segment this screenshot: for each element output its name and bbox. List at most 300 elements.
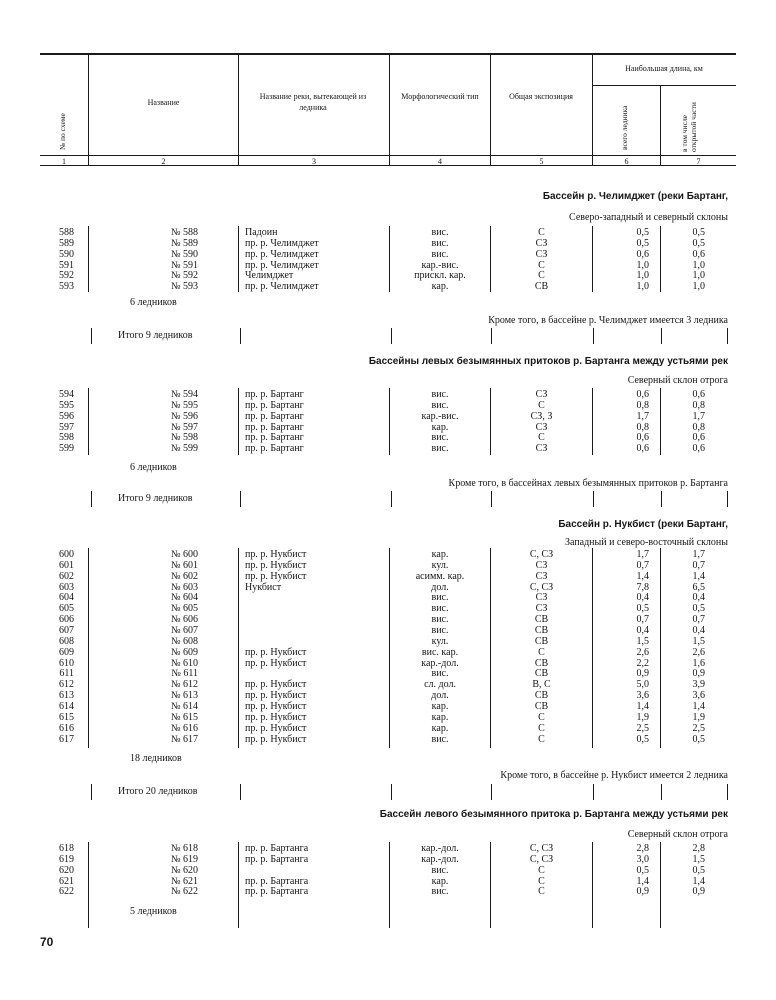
section-count: 5 ледников — [130, 906, 177, 917]
cell-exposure: В, С — [532, 679, 551, 691]
cell-morph: вис. — [431, 864, 449, 876]
cell-morph: вис. — [431, 625, 449, 636]
section-subtitle: Западный и северо-восточный склоны — [564, 537, 728, 548]
cell-exposure: СВ — [534, 281, 549, 293]
cell-name: № 607 — [170, 625, 198, 636]
section-subtitle: Северный склон отрога — [627, 829, 728, 840]
column-rule — [238, 226, 239, 292]
total-tick — [391, 328, 392, 344]
cell-river: пр. р. Бартанг — [245, 389, 304, 400]
cell-exposure: СВ — [534, 690, 549, 701]
cell-open-length: 2,8 — [692, 843, 705, 854]
cell-total-length: 1,7 — [636, 410, 649, 422]
cell-name: № 603 — [170, 581, 198, 593]
column-rule — [238, 842, 239, 928]
cell-no: 621 — [59, 875, 74, 887]
cell-open-length: 1,0 — [692, 259, 705, 271]
cell-total-length: 0,7 — [636, 614, 649, 626]
length-group-rule — [592, 85, 736, 86]
cell-total-length: 1,5 — [636, 635, 649, 647]
cell-total-length: 0,6 — [636, 248, 649, 260]
page-number: 70 — [40, 935, 54, 949]
cell-no: 613 — [59, 690, 74, 701]
cell-morph: вис. — [431, 592, 449, 604]
cell-exposure: СЗ — [535, 248, 548, 260]
cell-river: пр. р. Нукбист — [245, 657, 307, 669]
cell-total-length: 1,9 — [636, 711, 649, 723]
cell-morph: вис. — [431, 614, 449, 626]
cell-name: № 594 — [170, 389, 198, 400]
cell-open-length: 2,6 — [692, 646, 705, 658]
total-tick — [727, 784, 728, 800]
section-total: Итого 9 ледников — [118, 493, 193, 504]
header-total: всего ледника — [620, 105, 629, 150]
total-tick — [661, 784, 662, 800]
cell-exposure: С, СЗ — [529, 549, 554, 560]
cell-open-length: 0,7 — [692, 559, 705, 571]
cell-name: № 602 — [170, 570, 198, 582]
cell-no: 589 — [59, 237, 74, 249]
cell-morph: кул. — [431, 559, 449, 571]
cell-open-length: 3,6 — [692, 690, 705, 701]
cell-morph: вис. — [431, 432, 449, 444]
cell-name: № 615 — [170, 711, 198, 723]
cell-open-length: 1,4 — [692, 700, 705, 712]
cell-river: пр. р. Нукбист — [245, 722, 307, 734]
cell-morph: кул. — [431, 635, 449, 647]
cell-open-length: 1,6 — [692, 657, 705, 669]
cell-name: № 588 — [170, 227, 198, 238]
cell-open-length: 1,5 — [692, 635, 705, 647]
cell-open-length: 1,0 — [692, 270, 705, 282]
header-no: № по схеме — [58, 113, 67, 150]
total-tick — [91, 784, 92, 800]
total-tick — [593, 328, 594, 344]
cell-no: 602 — [59, 570, 74, 582]
cell-morph: вис. — [431, 237, 449, 249]
cell-morph: прискл. кар. — [414, 270, 466, 282]
cell-river: пр. р. Бартанга — [245, 875, 309, 887]
cell-no: 594 — [59, 389, 74, 400]
cell-total-length: 0,5 — [636, 864, 649, 876]
cell-river: пр. р. Бартанга — [245, 853, 309, 865]
cell-no: 617 — [59, 733, 74, 745]
cell-no: 601 — [59, 559, 74, 571]
cell-name: № 591 — [170, 259, 198, 271]
section-total: Итого 9 ледников — [118, 330, 193, 341]
cell-no: 607 — [59, 625, 74, 636]
total-tick — [491, 784, 492, 800]
cell-no: 609 — [59, 646, 74, 658]
header-exposure: Общая экспозиция — [509, 92, 573, 101]
column-rule — [88, 842, 89, 928]
cell-morph: вис. кар. — [421, 646, 459, 658]
cell-total-length: 0,9 — [636, 886, 649, 898]
cell-total-length: 3,6 — [636, 690, 649, 701]
cell-name: № 617 — [170, 733, 198, 745]
table-top-rule — [40, 53, 736, 55]
cell-name: № 618 — [170, 843, 198, 854]
cell-no: 595 — [59, 399, 74, 411]
total-tick — [240, 491, 241, 507]
cell-open-length: 6,5 — [692, 581, 705, 593]
header-river: Название реки, вытекающей из ледника — [259, 92, 367, 112]
cell-exposure: СВ — [534, 614, 549, 626]
cell-morph: кар.-дол. — [421, 853, 459, 865]
cell-open-length: 1,9 — [692, 711, 705, 723]
column-rule — [88, 226, 89, 292]
cell-exposure: С — [538, 864, 545, 876]
cell-total-length: 2,2 — [636, 657, 649, 669]
cell-exposure: СЗ — [535, 237, 548, 249]
cell-river: пр. р. Бартанг — [245, 410, 304, 422]
cell-exposure: С — [538, 722, 545, 734]
cell-open-length: 0,6 — [692, 432, 705, 444]
section-count: 18 ледников — [130, 753, 182, 764]
cell-no: 605 — [59, 603, 74, 615]
cell-no: 610 — [59, 657, 74, 669]
cell-name: № 616 — [170, 722, 198, 734]
cell-morph: вис. — [431, 443, 449, 455]
cell-name: № 590 — [170, 248, 198, 260]
cell-morph: вис. — [431, 399, 449, 411]
cell-river: пр. р. Бартанга — [245, 843, 309, 854]
column-rule — [88, 548, 89, 748]
cell-name: № 601 — [170, 559, 198, 571]
cell-total-length: 1,4 — [636, 700, 649, 712]
cell-open-length: 1,0 — [692, 281, 705, 293]
cell-open-length: 0,8 — [692, 399, 705, 411]
cell-no: 606 — [59, 614, 74, 626]
cell-river: пр. р. Нукбист — [245, 549, 307, 560]
cell-river: Челимджет — [245, 270, 294, 282]
cell-total-length: 0,5 — [636, 237, 649, 249]
cell-exposure: СЗ — [535, 421, 548, 433]
total-tick — [593, 491, 594, 507]
cell-total-length: 1,4 — [636, 875, 649, 887]
cell-open-length: 0,8 — [692, 421, 705, 433]
header-sep — [389, 54, 390, 166]
cell-name: № 605 — [170, 603, 198, 615]
total-tick — [391, 491, 392, 507]
cell-name: № 600 — [170, 549, 198, 560]
colnum: 2 — [161, 157, 166, 166]
cell-total-length: 2,5 — [636, 722, 649, 734]
cell-name: № 620 — [170, 864, 198, 876]
cell-no: 608 — [59, 635, 74, 647]
cell-river: пр. р. Бартанг — [245, 432, 304, 444]
cell-name: № 610 — [170, 657, 198, 669]
cell-name: № 622 — [170, 886, 198, 898]
cell-morph: вис. — [431, 227, 449, 238]
cell-exposure: СВ — [534, 668, 549, 680]
cell-river: пр. р. Челимджет — [245, 259, 319, 271]
cell-name: № 611 — [171, 668, 198, 680]
cell-total-length: 0,8 — [636, 399, 649, 411]
cell-morph: кар. — [431, 281, 449, 293]
cell-morph: кар. — [431, 549, 449, 560]
cell-name: № 606 — [170, 614, 198, 626]
cell-total-length: 7,8 — [636, 581, 649, 593]
cell-exposure: С — [538, 886, 545, 898]
cell-no: 604 — [59, 592, 74, 604]
cell-exposure: С — [538, 733, 545, 745]
cell-exposure: СЗ — [535, 603, 548, 615]
cell-no: 614 — [59, 700, 74, 712]
cell-morph: вис. — [431, 603, 449, 615]
header-sep — [490, 54, 491, 166]
total-tick — [240, 784, 241, 800]
cell-morph: вис. — [431, 733, 449, 745]
section-subtitle: Северный склон отрога — [627, 375, 728, 386]
section-total: Итого 20 ледников — [118, 786, 198, 797]
colnum: 1 — [62, 157, 66, 166]
cell-total-length: 0,4 — [636, 625, 649, 636]
cell-name: № 621 — [170, 875, 198, 887]
colnum: 6 — [624, 157, 629, 166]
cell-no: 603 — [59, 581, 74, 593]
cell-total-length: 1,0 — [636, 281, 649, 293]
cell-exposure: С — [538, 711, 545, 723]
cell-exposure: С, СЗ — [529, 843, 554, 854]
cell-river: Нукбист — [245, 581, 282, 593]
section-title: Бассейны левых безымянных притоков р. Бартанга между устьями рек — [368, 356, 728, 367]
cell-name: № 613 — [170, 690, 198, 701]
cell-open-length: 1,4 — [692, 570, 705, 582]
cell-name: № 614 — [170, 700, 198, 712]
total-tick — [491, 491, 492, 507]
cell-total-length: 1,0 — [636, 259, 649, 271]
cell-open-length: 0,5 — [692, 864, 705, 876]
cell-river: пр. р. Нукбист — [245, 690, 307, 701]
cell-exposure: СВ — [534, 625, 549, 636]
cell-exposure: С — [538, 259, 545, 271]
cell-morph: кар. — [431, 875, 449, 887]
cell-river: пр. р. Бартанга — [245, 886, 309, 898]
header-morph: Морфологический тип — [401, 92, 479, 101]
cell-total-length: 0,5 — [636, 227, 649, 238]
cell-no: 599 — [59, 443, 74, 455]
cell-exposure: С — [538, 227, 545, 238]
cell-open-length: 0,6 — [692, 248, 705, 260]
cell-no: 622 — [59, 886, 74, 898]
cell-exposure: СЗ — [535, 559, 548, 571]
cell-morph: вис. — [431, 668, 449, 680]
cell-exposure: СЗ — [535, 592, 548, 604]
cell-total-length: 1,4 — [636, 570, 649, 582]
cell-open-length: 0,4 — [692, 592, 705, 604]
cell-name: № 619 — [170, 853, 198, 865]
cell-name: № 597 — [170, 421, 198, 433]
cell-name: № 609 — [170, 646, 198, 658]
cell-no: 598 — [59, 432, 74, 444]
cell-river: пр. р. Нукбист — [245, 711, 307, 723]
cell-morph: кар.-дол. — [421, 843, 459, 854]
total-tick — [391, 784, 392, 800]
cell-river: пр. р. Бартанг — [245, 399, 304, 411]
cell-total-length: 3,0 — [636, 853, 649, 865]
section-note: Кроме того, в бассейне р. Челимджет имеется 3 ледника — [488, 315, 728, 326]
cell-no: 590 — [59, 248, 74, 260]
header-sep — [660, 86, 661, 166]
total-tick — [727, 328, 728, 344]
cell-name: № 612 — [170, 679, 198, 691]
cell-morph: сл. дол. — [424, 679, 456, 691]
cell-total-length: 0,5 — [636, 603, 649, 615]
cell-no: 611 — [59, 668, 74, 680]
cell-exposure: С, СЗ — [529, 853, 554, 865]
header-sep — [88, 54, 89, 166]
cell-no: 600 — [59, 549, 74, 560]
cell-total-length: 0,6 — [636, 389, 649, 400]
cell-open-length: 1,7 — [692, 410, 705, 422]
cell-name: № 593 — [170, 281, 198, 293]
cell-morph: дол. — [431, 690, 449, 701]
section-note: Кроме того, в бассейнах левых безымянных притоков р. Бартанга — [448, 478, 728, 489]
total-tick — [593, 784, 594, 800]
header-length-group: Наибольшая длина, км — [625, 64, 703, 73]
cell-open-length: 2,5 — [692, 722, 705, 734]
cell-name: № 595 — [170, 399, 198, 411]
cell-no: 588 — [59, 227, 74, 238]
total-tick — [661, 328, 662, 344]
cell-river: пр. р. Нукбист — [245, 559, 307, 571]
cell-river: пр. р. Челимджет — [245, 248, 319, 260]
column-rule — [238, 388, 239, 455]
cell-total-length: 2,8 — [636, 843, 649, 854]
cell-morph: вис. — [431, 248, 449, 260]
cell-exposure: СЗ — [535, 443, 548, 455]
section-title: Бассейн левого безымянного притока р. Бартанга между устьями рек — [379, 809, 728, 820]
cell-total-length: 0,7 — [636, 559, 649, 571]
section-title: Бассейн р. Нукбист (реки Бартанг, — [558, 519, 728, 530]
cell-open-length: 1,5 — [692, 853, 705, 865]
header-rule-lower — [40, 155, 736, 156]
colnum: 7 — [696, 157, 701, 166]
cell-open-length: 0,6 — [692, 443, 705, 455]
cell-river: пр. р. Нукбист — [245, 646, 307, 658]
cell-name: № 596 — [170, 410, 198, 422]
colnum: 3 — [312, 157, 316, 166]
cell-river: пр. р. Нукбист — [245, 733, 307, 745]
cell-name: № 599 — [170, 443, 198, 455]
total-tick — [240, 328, 241, 344]
cell-name: № 604 — [170, 592, 198, 604]
cell-total-length: 0,9 — [636, 668, 649, 680]
cell-total-length: 1,7 — [636, 549, 649, 560]
cell-open-length: 0,7 — [692, 614, 705, 626]
cell-river: пр. р. Челимджет — [245, 237, 319, 249]
cell-no: 616 — [59, 722, 74, 734]
cell-open-length: 3,9 — [692, 679, 705, 691]
cell-morph: кар. — [431, 421, 449, 433]
cell-no: 619 — [59, 853, 74, 865]
cell-name: № 608 — [170, 635, 198, 647]
cell-exposure: СВ — [534, 635, 549, 647]
cell-exposure: С — [538, 399, 545, 411]
cell-morph: вис. — [431, 886, 449, 898]
cell-open-length: 1,4 — [692, 875, 705, 887]
cell-no: 615 — [59, 711, 74, 723]
colnum: 5 — [539, 157, 544, 166]
cell-exposure: С, СЗ — [529, 581, 554, 593]
section-count: 6 ледников — [130, 462, 177, 473]
total-tick — [91, 328, 92, 344]
cell-exposure: СЗ, З — [530, 410, 553, 422]
cell-total-length: 0,6 — [636, 443, 649, 455]
cell-river: пр. р. Нукбист — [245, 679, 307, 691]
cell-morph: вис. — [431, 389, 449, 400]
cell-open-length: 0,9 — [692, 886, 705, 898]
cell-total-length: 1,0 — [636, 270, 649, 282]
cell-morph: кар.-дол. — [421, 657, 459, 669]
cell-open-length: 0,5 — [692, 603, 705, 615]
cell-no: 612 — [59, 679, 74, 691]
cell-river: пр. р. Бартанг — [245, 443, 304, 455]
cell-morph: кар. — [431, 711, 449, 723]
cell-open-length: 0,5 — [692, 227, 705, 238]
total-tick — [491, 328, 492, 344]
cell-no: 620 — [59, 864, 74, 876]
cell-total-length: 0,8 — [636, 421, 649, 433]
cell-no: 592 — [59, 270, 74, 282]
colnum: 4 — [438, 157, 442, 166]
cell-exposure: СЗ — [535, 570, 548, 582]
total-tick — [661, 491, 662, 507]
cell-morph: кар.-вис. — [421, 259, 459, 271]
cell-morph: кар.-вис. — [421, 410, 459, 422]
cell-total-length: 2,6 — [636, 646, 649, 658]
section-subtitle: Северо-западный и северный склоны — [569, 212, 728, 223]
cell-exposure: С — [538, 875, 545, 887]
cell-no: 596 — [59, 410, 74, 422]
cell-open-length: 0,5 — [692, 237, 705, 249]
cell-total-length: 0,4 — [636, 592, 649, 604]
cell-exposure: С — [538, 432, 545, 444]
cell-total-length: 0,6 — [636, 432, 649, 444]
cell-open-length: 0,4 — [692, 625, 705, 636]
cell-morph: асимм. кар. — [415, 570, 465, 582]
cell-name: № 592 — [170, 270, 198, 282]
cell-name: № 598 — [170, 432, 198, 444]
cell-open-length: 0,9 — [692, 668, 705, 680]
cell-no: 618 — [59, 843, 74, 854]
cell-total-length: 5,0 — [636, 679, 649, 691]
cell-no: 591 — [59, 259, 74, 271]
cell-river: пр. р. Нукбист — [245, 700, 307, 712]
cell-river: Падоин — [245, 227, 278, 238]
cell-exposure: С — [538, 646, 545, 658]
cell-name: № 589 — [170, 237, 198, 249]
section-title: Бассейн р. Челимджет (реки Бартанг, — [542, 191, 728, 202]
cell-exposure: СВ — [534, 700, 549, 712]
cell-no: 593 — [59, 281, 74, 293]
total-tick — [727, 491, 728, 507]
cell-morph: кар. — [431, 722, 449, 734]
cell-morph: кар. — [431, 700, 449, 712]
header-sep — [238, 54, 239, 166]
cell-river: пр. р. Нукбист — [245, 570, 307, 582]
cell-morph: дол. — [431, 581, 449, 593]
total-tick — [91, 491, 92, 507]
header-sep — [592, 54, 593, 166]
section-count: 6 ледников — [130, 297, 177, 308]
header-name: Название — [147, 98, 180, 107]
cell-no: 597 — [59, 421, 74, 433]
cell-total-length: 0,5 — [636, 733, 649, 745]
cell-open-length: 1,7 — [692, 549, 705, 560]
column-rule — [88, 388, 89, 455]
